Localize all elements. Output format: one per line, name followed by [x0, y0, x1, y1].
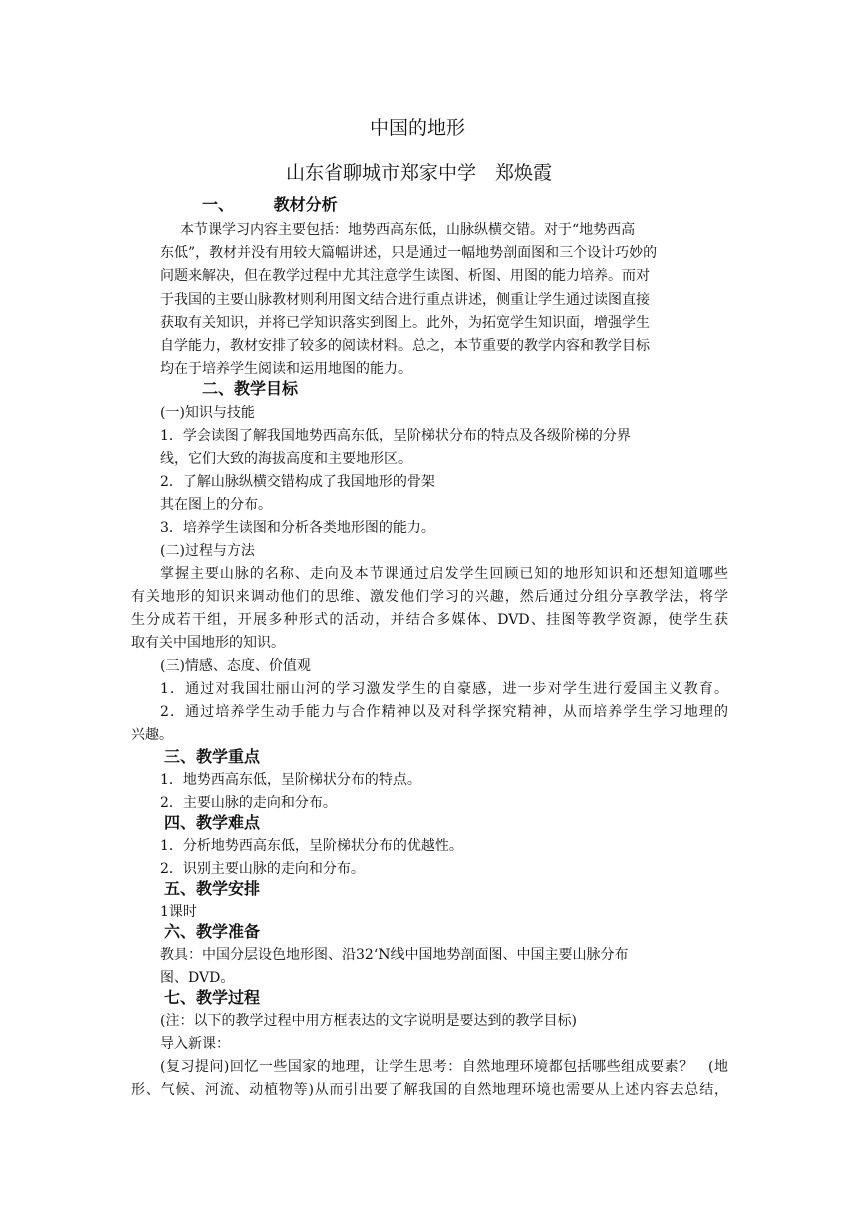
list-item: 线，它们大致的海拔高度和主要地形区。: [160, 451, 412, 467]
section-heading-1-number: 一、: [202, 195, 235, 214]
paragraph-line: 掌握主要山脉的名称、走向及本节课通过启发学生回顾已知的地形知识和还想知道哪些: [160, 566, 728, 582]
list-item: 2．主要山脉的走向和分布。: [160, 795, 337, 811]
section-heading-4: 四、教学难点: [164, 813, 261, 832]
subheading: (三)情感、态度、价值观: [160, 658, 311, 674]
list-item: 1．分析地势西高东低，呈阶梯状分布的优越性。: [160, 838, 463, 854]
paragraph-line: 均在于培养学生阅读和运用地图的能力。: [160, 361, 412, 377]
paragraph-line: 于我国的主要山脉教材则利用图文结合进行重点讲述，侧重让学生通过读图直接: [160, 292, 650, 308]
paragraph-line: 生分成若干组，开展多种形式的活动，并结合多媒体、DVD、挂图等教学资源，使学生获: [131, 612, 728, 628]
list-item: 1．学会读图了解我国地势西高东低，呈阶梯状分布的特点及各级阶梯的分界: [160, 428, 631, 444]
section-heading-6: 六、教学准备: [164, 922, 261, 941]
subheading: (一)知识与技能: [160, 405, 255, 421]
paragraph-line: 自学能力，教材安排了较多的阅读材料。总之，本节重要的教学内容和教学目标: [160, 338, 650, 354]
author-line: 山东省聊城市郑家中学 郑焕霞: [286, 162, 553, 184]
materials-line: 图、DVD。: [160, 970, 235, 986]
section-heading-1-text: 教材分析: [273, 195, 338, 214]
schedule-text: 1课时: [160, 904, 197, 920]
intro-label: 导入新课：: [160, 1036, 230, 1052]
note-text: (注：以下的教学过程中用方框表达的文字说明是要达到的教学目标): [160, 1013, 577, 1029]
list-item: 1．通过对我国壮丽山河的学习激发学生的自豪感，进一步对学生进行爱国主义教育。: [160, 681, 728, 697]
list-item: 兴趣。: [131, 727, 173, 743]
paragraph-line: 取有关中国地形的知识。: [131, 635, 285, 651]
materials-line: 教具：中国分层设色地形图、沿32‘N线中国地势剖面图、中国主要山脉分布: [160, 947, 629, 963]
paragraph-line: 形、气候、河流、动植物等)从而引出要了解我国的自然地理环境也需要从上述内容去总结，: [131, 1082, 728, 1098]
section-heading-5: 五、教学安排: [164, 879, 261, 898]
section-heading-2: 二、教学目标: [202, 379, 299, 398]
section-heading-7: 七、教学过程: [164, 988, 261, 1007]
section-heading-3: 三、教学重点: [164, 747, 261, 766]
paragraph-line: 有关地形的知识来调动他们的思维、激发他们学习的兴趣，然后通过分组分享教学法，将学: [131, 589, 728, 605]
paragraph-line: 问题来解决，但在教学过程中尤其注意学生读图、析图、用图的能力培养。而对: [160, 268, 650, 284]
list-item: 2．了解山脉纵横交错构成了我国地形的骨架: [160, 474, 435, 490]
list-item: 3．培养学生读图和分析各类地形图的能力。: [160, 520, 435, 536]
paragraph-line: 东低”，教材并没有用较大篇幅讲述，只是通过一幅地势剖面图和三个设计巧妙的: [160, 245, 658, 261]
paragraph-line: 本节课学习内容主要包括：地势西高东低，山脉纵横交错。对于“地势西高: [180, 222, 636, 238]
list-item: 2．识别主要山脉的走向和分布。: [160, 861, 365, 877]
list-item: 1．地势西高东低，呈阶梯状分布的特点。: [160, 772, 421, 788]
list-item: 其在图上的分布。: [160, 497, 272, 513]
subheading: (二)过程与方法: [160, 543, 255, 559]
paragraph-line: 获取有关知识，并将已学知识落实到图上。此外，为拓宽学生知识面，增强学生: [160, 315, 650, 331]
document-title: 中国的地形: [370, 117, 466, 139]
section-heading-1: [202, 194, 338, 216]
list-item: 2．通过培养学生动手能力与合作精神以及对科学探究精神，从而培养学生学习地理的: [160, 704, 728, 720]
paragraph-line: (复习提问)回忆一些国家的地理，让学生思考：自然地理环境都包括哪些组成要素？ (地: [160, 1059, 728, 1075]
